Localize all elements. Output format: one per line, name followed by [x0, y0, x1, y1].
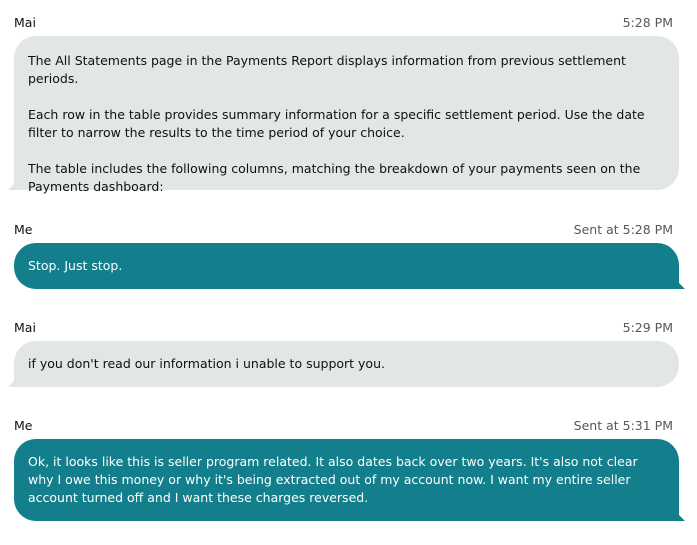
- sender-name: Mai: [14, 15, 36, 30]
- message-text: Stop. Just stop.: [28, 258, 123, 273]
- message-header: [0, 222, 697, 240]
- message-1: [0, 15, 697, 194]
- message-4: [0, 418, 697, 505]
- message-header: [0, 320, 697, 338]
- bubble-tail: [671, 507, 685, 521]
- incoming-message-bubble: [14, 341, 679, 387]
- message-header: [0, 15, 697, 33]
- message-header: [0, 418, 697, 436]
- message-timestamp: Sent at 5:28 PM: [573, 222, 673, 237]
- message-text: Each row in the table provides summary information for a specific settlement period. Use the date filter to narrow the results to the time period of your choice.: [28, 107, 645, 140]
- message-text: if you don't read our information i unable to support you.: [28, 356, 385, 371]
- message-timestamp: 5:28 PM: [622, 15, 673, 30]
- sender-name: Me: [14, 222, 33, 237]
- sender-name: Mai: [14, 320, 36, 335]
- incoming-message-bubble: [14, 36, 679, 194]
- bubble-tail: [671, 275, 685, 289]
- outgoing-message-bubble: [14, 243, 679, 289]
- sender-name: Me: [14, 418, 33, 433]
- outgoing-message-bubble: [14, 439, 679, 521]
- bubble-tail: [8, 176, 22, 190]
- message-timestamp: 5:29 PM: [622, 320, 673, 335]
- message-text: The All Statements page in the Payments Report displays information from previous settlement periods.: [28, 53, 626, 86]
- message-2: [0, 222, 697, 273]
- message-text: Ok, it looks like this is seller program related. It also dates back over two years. It's also not clear why I owe this money or why it's being extracted out of my account now. I want my entire seller account turned off and I want these charges reversed.: [28, 454, 638, 505]
- bubble-tail: [8, 373, 22, 387]
- message-timestamp: Sent at 5:31 PM: [573, 418, 673, 433]
- message-3: [0, 320, 697, 371]
- message-text: The table includes the following columns, matching the breakdown of your payments seen on the Payments dashboard:: [28, 161, 641, 194]
